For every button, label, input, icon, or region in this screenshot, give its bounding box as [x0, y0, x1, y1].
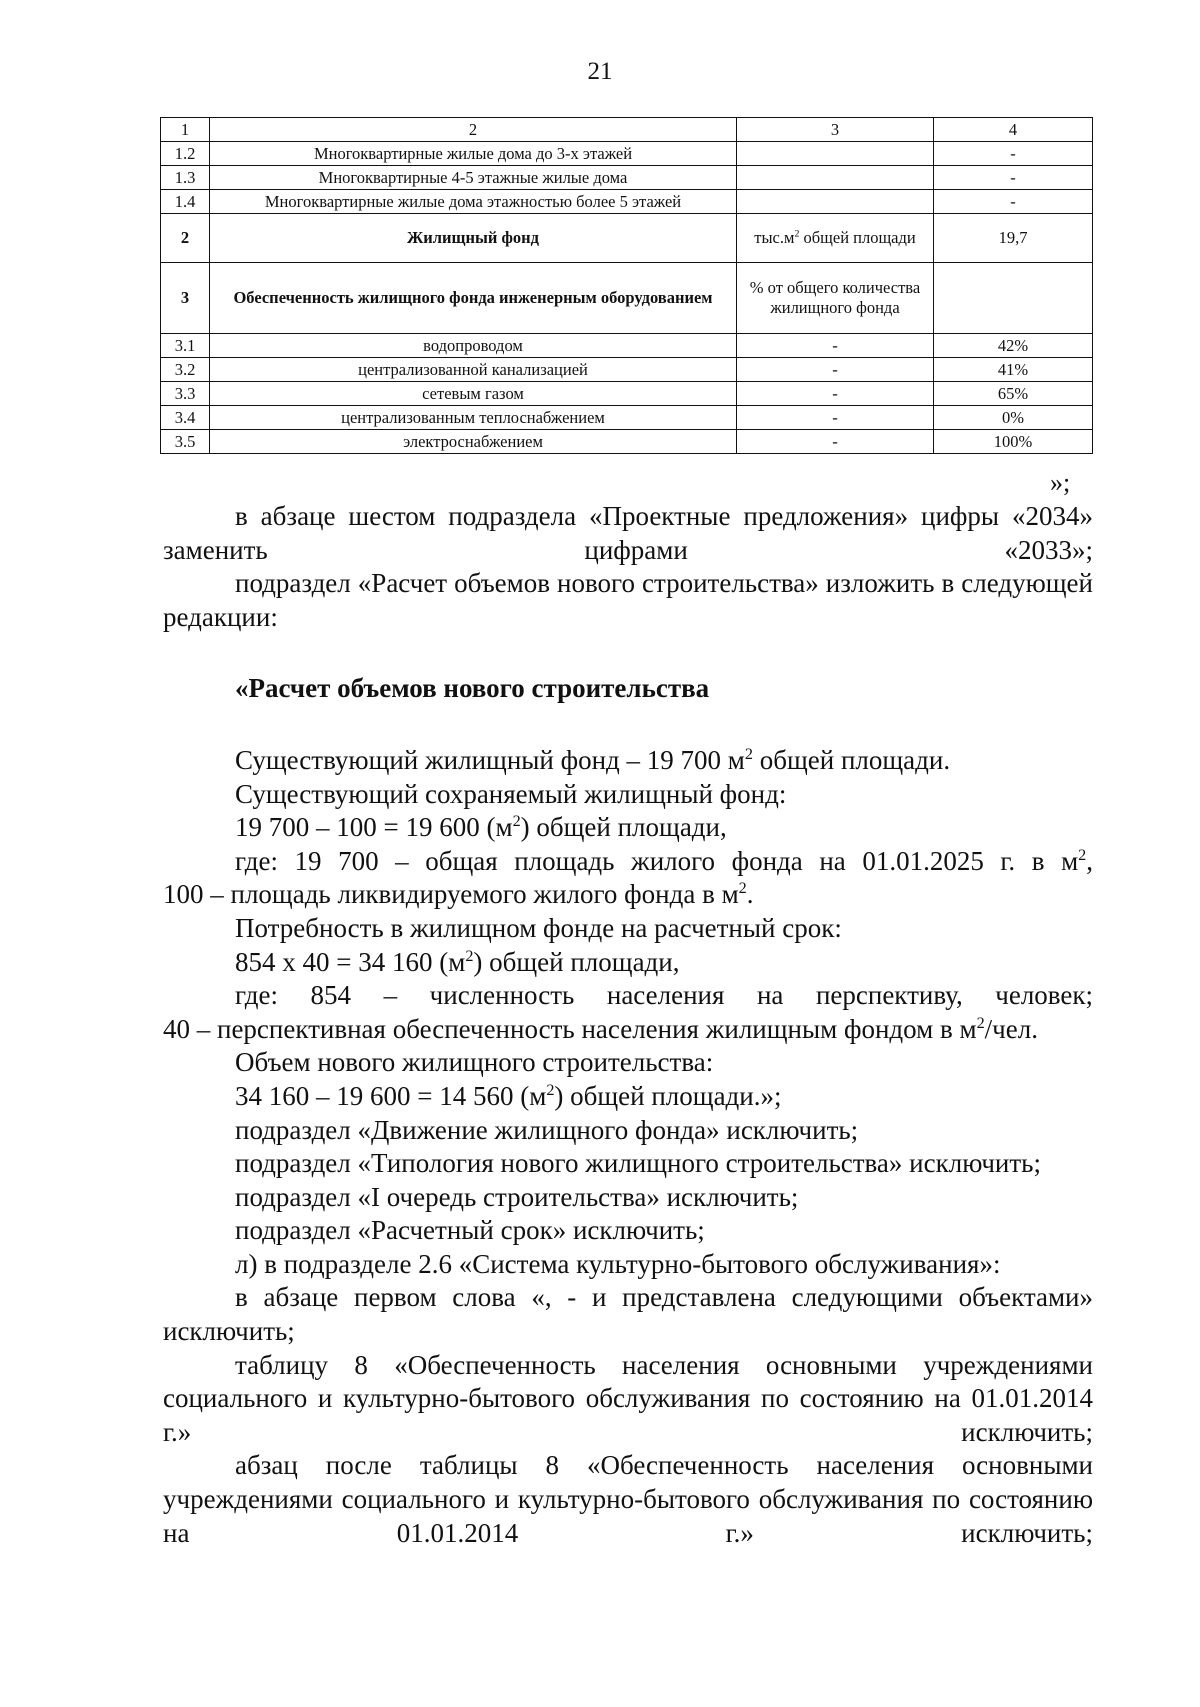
row-unit: - [737, 334, 934, 358]
row-value: 41% [934, 358, 1093, 382]
text-line: Объем нового жилищного строительства: [235, 1047, 714, 1078]
text-span: общей площади. [752, 744, 951, 775]
superscript: 2 [976, 1013, 985, 1032]
text-line [163, 1013, 1093, 1047]
text-span: , [1086, 845, 1093, 876]
row-value: 19,7 [934, 214, 1093, 263]
row-number: 3.2 [161, 358, 210, 382]
header-cell: 3 [737, 118, 934, 142]
page-number: 21 [587, 58, 613, 85]
row-value: 65% [934, 382, 1093, 406]
text-span: Существующий жилищный фонд – 19 700 м [235, 744, 745, 775]
row-number: 1.3 [161, 166, 210, 190]
row-value: - [934, 190, 1093, 214]
row-name: Многоквартирные жилые дома до 3-х этажей [210, 142, 737, 166]
header-cell: 2 [210, 118, 737, 142]
row-number: 1.2 [161, 142, 210, 166]
text-line [163, 811, 1093, 845]
row-name: централизованным теплоснабжением [210, 406, 737, 430]
unit-text: тыс.м [754, 228, 795, 248]
text-span: 100 – площадь ликвидируемого жилого фонда в м [163, 879, 739, 910]
row-name: Обеспеченность жилищного фонда инженерным оборудованием [210, 263, 737, 334]
text-line [163, 1080, 1093, 1114]
text-line [163, 845, 1093, 879]
unit-superscript: 2 [794, 228, 800, 240]
row-unit [737, 142, 934, 166]
row-value: - [934, 142, 1093, 166]
table-row [161, 382, 1093, 406]
row-number: 3.1 [161, 334, 210, 358]
text-line: подраздел «I очередь строительства» исключить; [235, 1181, 799, 1212]
row-name: Многоквартирные 4-5 этажные жилые дома [210, 166, 737, 190]
paragraph: в абзаце первом слова «, - и представлена следующими объектами» исключить; [163, 1282, 1093, 1347]
row-unit [737, 190, 934, 214]
row-name: централизованной канализацией [210, 358, 737, 382]
table-row [161, 334, 1093, 358]
row-unit: - [737, 406, 934, 430]
row-unit [737, 214, 934, 263]
row-name: Жилищный фонд [210, 214, 737, 263]
superscript: 2 [738, 879, 747, 898]
text-line [163, 878, 1093, 912]
text-line [163, 744, 1093, 778]
text-span: ) общей площади, [473, 946, 680, 977]
text-line: л) в подразделе 2.6 «Система культурно-бытового обслуживания»: [235, 1248, 1001, 1279]
text-line: подраздел «Движение жилищного фонда» исключить; [235, 1114, 859, 1145]
text-line: подраздел «Расчетный срок» исключить; [235, 1215, 705, 1246]
text-span: . [746, 879, 754, 910]
row-number: 3 [161, 263, 210, 334]
text-span: 854 х 40 = 34 160 (м [235, 946, 466, 977]
text-line: где: 854 – численность населения на перспективу, человек; [235, 980, 1093, 1011]
superscript: 2 [744, 744, 753, 763]
text-line: подраздел «Типология нового жилищного строительства» исключить; [235, 1148, 1041, 1179]
header-cell: 4 [934, 118, 1093, 142]
document-body [163, 500, 1093, 1550]
row-unit: - [737, 358, 934, 382]
paragraph: абзац после таблицы 8 «Обеспеченность населения основными учреждениями социального и культурно-бытового обслуживания по состоянию на 01.01.2014 г.» исключить; [163, 1450, 1093, 1548]
text-line: Существующий сохраняемый жилищный фонд: [235, 778, 787, 809]
paragraph: в абзаце шестом подраздела «Проектные предложения» цифры «2034» заменить цифрами «2033»; [163, 501, 1093, 565]
row-number: 3.4 [161, 406, 210, 430]
table-row [161, 406, 1093, 430]
table-row [161, 166, 1093, 190]
header-cell: 1 [161, 118, 210, 142]
row-value [934, 263, 1093, 334]
superscript: 2 [546, 1080, 555, 1099]
row-unit: - [737, 382, 934, 406]
closing-quote: »; [1050, 468, 1071, 497]
table-row [161, 263, 1093, 334]
table-row [161, 142, 1093, 166]
row-number: 1.4 [161, 190, 210, 214]
superscript: 2 [512, 812, 521, 831]
data-table [160, 117, 1093, 454]
section-heading: «Расчет объемов нового строительства [235, 673, 710, 704]
text-span: /чел. [984, 1013, 1038, 1044]
text-line: Потребность в жилищном фонде на расчетный срок: [235, 912, 842, 943]
text-span: где: 19 700 – общая площадь жилого фонда на 01.01.2025 г. в м [235, 845, 1079, 876]
row-name: электроснабжением [210, 430, 737, 454]
table-row [161, 430, 1093, 454]
row-unit: - [737, 430, 934, 454]
table-row [161, 358, 1093, 382]
row-value: 42% [934, 334, 1093, 358]
text-span: ) общей площади, [520, 812, 727, 843]
row-name: Многоквартирные жилые дома этажностью более 5 этажей [210, 190, 737, 214]
superscript: 2 [1078, 845, 1087, 864]
row-value: 100% [934, 430, 1093, 454]
table-row [161, 190, 1093, 214]
row-number: 3.5 [161, 430, 210, 454]
row-value: 0% [934, 406, 1093, 430]
text-span: 19 700 – 100 = 19 600 (м [235, 812, 513, 843]
row-value: - [934, 166, 1093, 190]
text-line [163, 946, 1093, 980]
superscript: 2 [465, 946, 474, 965]
text-span: 34 160 – 19 600 = 14 560 (м [235, 1080, 547, 1111]
paragraph: таблицу 8 «Обеспеченность населения основными учреждениями социального и культурно-бытового обслуживания по состоянию на 01.01.2014 г.» исключить; [163, 1349, 1093, 1447]
unit-text: общей площади [799, 228, 916, 248]
row-unit [737, 166, 934, 190]
row-unit: % от общего количества жилищного фонда [737, 263, 934, 334]
table-row [161, 214, 1093, 263]
text-span: 40 – перспективная обеспеченность населения жилищным фондом в м [163, 1013, 977, 1044]
row-name: сетевым газом [210, 382, 737, 406]
row-number: 3.3 [161, 382, 210, 406]
paragraph: подраздел «Расчет объемов нового строительства» изложить в следующей редакции: [163, 568, 1093, 632]
text-span: ) общей площади.»; [554, 1080, 782, 1111]
table-header-row [161, 118, 1093, 142]
row-number: 2 [161, 214, 210, 263]
row-name: водопроводом [210, 334, 737, 358]
